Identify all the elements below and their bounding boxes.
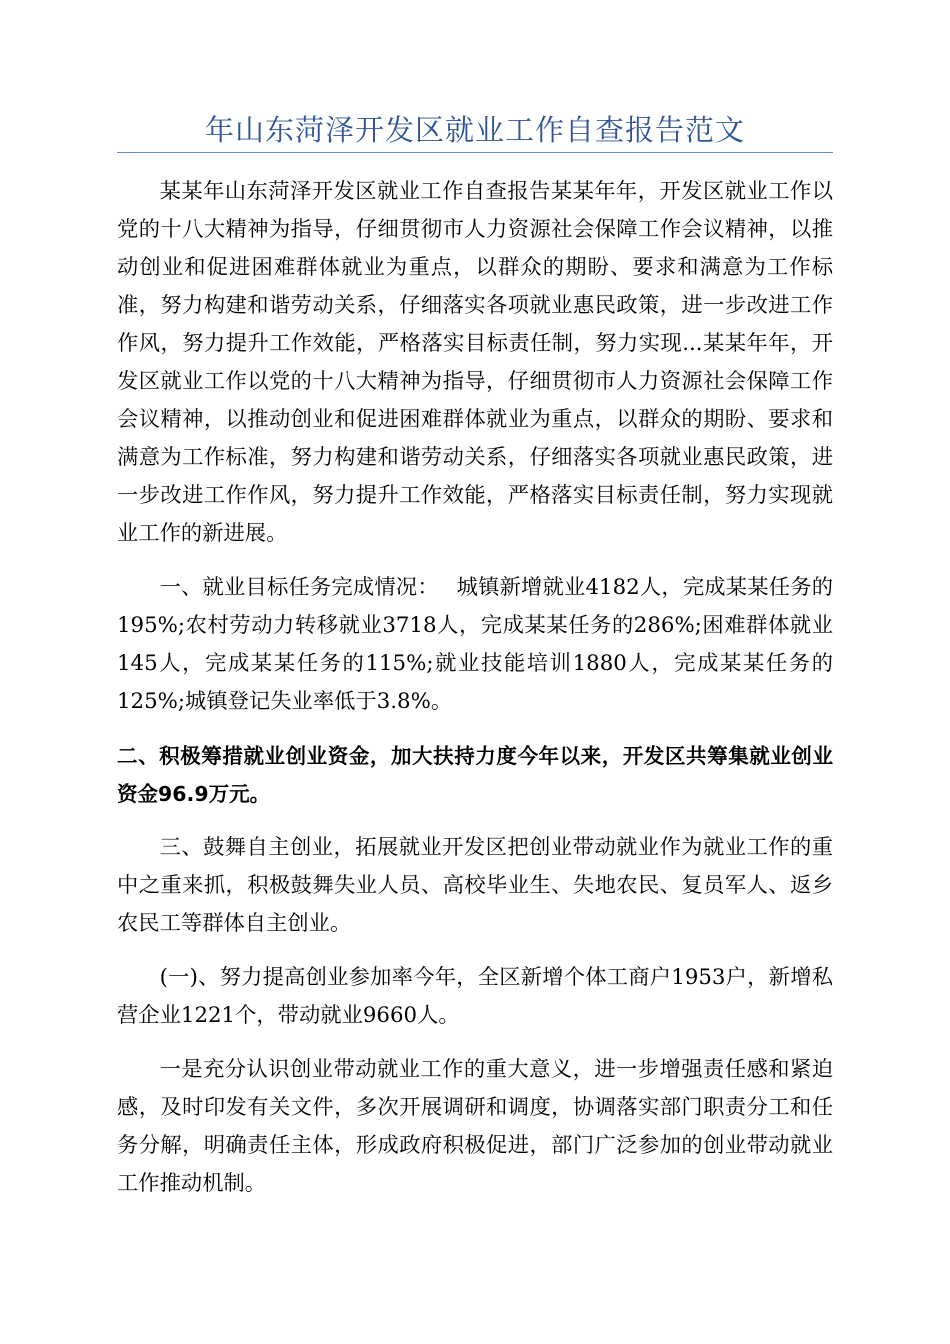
title-block [117, 112, 833, 153]
paragraph-funding-heading: 二、积极筹措就业创业资金，加大扶持力度今年以来，开发区共筹集就业创业资金96.9万元。 [117, 744, 833, 806]
paragraph-awareness: 一是充分认识创业带动就业工作的重大意义，进一步增强责任感和紧迫感，及时印发有关文件，多次开展调研和调度，协调落实部门职责分工和任务分解，明确责任主体，形成政府积极促进，部门广泛参加的创业带动就业工作推动机制。 [117, 1057, 833, 1196]
paragraph-entrepreneurship: 三、鼓舞自主创业，拓展就业开发区把创业带动就业作为就业工作的重中之重来抓，积极鼓舞失业人员、高校毕业生、失地农民、复员军人、返乡农民工等群体自主创业。 [117, 835, 833, 936]
document-title: 年山东菏泽开发区就业工作自查报告范文 [204, 113, 745, 147]
paragraph-intro: 某某年山东菏泽开发区就业工作自查报告某某年年，开发区就业工作以党的十八大精神为指导，仔细贯彻市人力资源社会保障工作会议精神，以推动创业和促进困难群体就业为重点，以群众的期盼、要求和满意为工作标准，努力构建和谐劳动关系，仔细落实各项就业惠民政策，进一步改进工作作风，努力提升工作效能，严格落实目标责任制，努力实现...某某年年，开发区就业工作以党的十八大精神为指导，仔细贯彻市人力资源社会保障工作会议精神，以推动创业和促进困难群体就业为重点，以群众的期盼、要求和满意为工作标准，努力构建和谐劳动关系，仔细落实各项就业惠民政策，进一步改进工作作风，努力提升工作效能，严格落实目标责任制，努力实现就业工作的新进展。 [117, 179, 833, 546]
paragraph-participation: (一)、努力提高创业参加率今年，全区新增个体工商户1953户，新增私营企业1221个，带动就业9660人。 [117, 965, 833, 1028]
paragraph-targets: 一、就业目标任务完成情况： 城镇新增就业4182人，完成某某任务的195%;农村劳动力转移就业3718人，完成某某任务的286%;困难群体就业145人，完成某某任务的115%;就业技能培训1880人，完成某某任务的125%;城镇登记失业率低于3.8%。 [117, 575, 833, 714]
